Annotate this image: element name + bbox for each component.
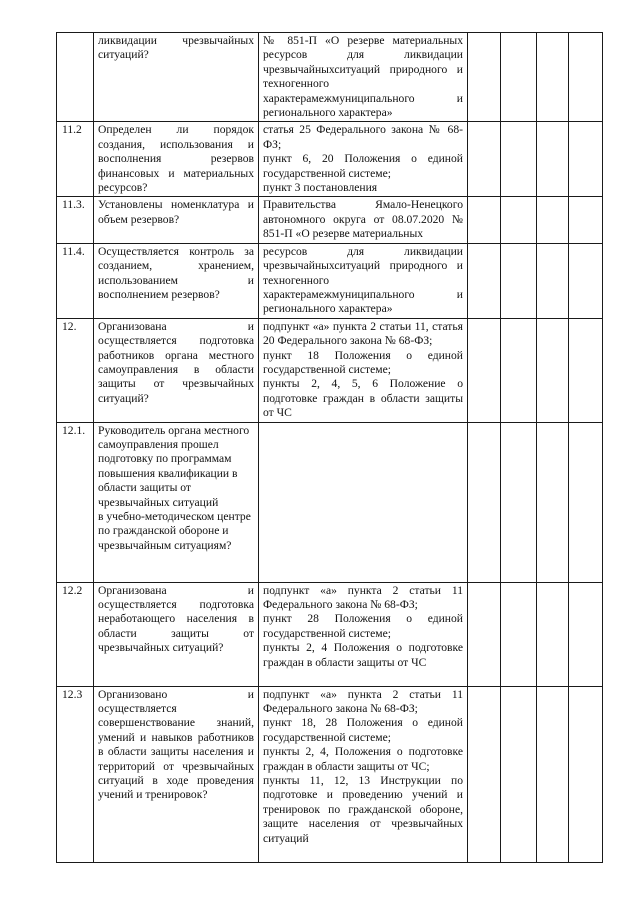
legal-basis-cell: Правительства Ямало-Ненецкого автономного округа от 08.07.2020 № 851-П «О резерве материальных [259,197,468,243]
legal-basis-cell: статья 25 Федерального закона № 68-ФЗ; пункт 6, 20 Положения о единой государственной системе; пункт 3 постановления [259,122,468,197]
answer-cell [468,422,501,582]
answer-cell [468,243,501,318]
answer-cell [468,122,501,197]
answer-cell [501,122,537,197]
question-cell: Определен ли порядок создания, использования и восполнения резервов финансовых и материальных ресурсов? [94,122,259,197]
answer-cell [537,686,569,862]
answer-cell [537,318,569,422]
answer-cell [537,33,569,122]
answer-cell [501,582,537,686]
answer-cell [537,582,569,686]
answer-cell [501,422,537,582]
answer-cell [537,122,569,197]
question-cell: Установлены номенклатура и объем резервов? [94,197,259,243]
row-number: 12.2 [57,582,94,686]
answer-cell [468,582,501,686]
answer-cell [468,33,501,122]
answer-cell [569,122,603,197]
row-number: 11.3. [57,197,94,243]
row-number: 12.3 [57,686,94,862]
answer-cell [468,197,501,243]
legal-basis-cell [259,422,468,582]
answer-cell [537,243,569,318]
answer-cell [569,318,603,422]
answer-cell [569,197,603,243]
inspection-checklist-table [56,32,603,863]
legal-basis-cell: подпункт «а» пункта 2 статьи 11, статья 20 Федерального закона № 68-ФЗ; пункт 18 Положения о единой государственной системе; пункты 2, 4, 5, 6 Положение о подготовке граждан в области защиты от ЧС [259,318,468,422]
table-row [57,243,603,318]
legal-basis-cell: № 851-П «О резерве материальных ресурсов для ликвидации чрезвычайныхситуаций природного и техногенного характерамежмуниципального и регионального характера» [259,33,468,122]
question-cell: Организовано и осуществляется совершенствование знаний, умений и навыков работников в области защиты населения и территорий от чрезвычайных ситуаций в ходе проведения учений и тренировок? [94,686,259,862]
answer-cell [501,686,537,862]
question-cell: Организована и осуществляется подготовка неработающего населения в области защиты от чрезвычайных ситуаций? [94,582,259,686]
table-row [57,318,603,422]
row-number: 11.4. [57,243,94,318]
row-number [57,33,94,122]
answer-cell [501,197,537,243]
answer-cell [537,197,569,243]
answer-cell [468,318,501,422]
table-row [57,197,603,243]
answer-cell [569,33,603,122]
row-number: 12.1. [57,422,94,582]
answer-cell [537,422,569,582]
answer-cell [569,243,603,318]
answer-cell [468,686,501,862]
question-cell: Организована и осуществляется подготовка работников органа местного самоуправления в области защиты от чрезвычайных ситуаций? [94,318,259,422]
table-row [57,422,603,582]
answer-cell [569,686,603,862]
answer-cell [501,243,537,318]
question-cell: ликвидации чрезвычайных ситуаций? [94,33,259,122]
row-number: 11.2 [57,122,94,197]
answer-cell [501,33,537,122]
table-row [57,686,603,862]
answer-cell [569,582,603,686]
table-row [57,33,603,122]
question-cell: Руководитель органа местного самоуправления прошел подготовку по программам повышения квалификации в области защиты от чрезвычайных ситуаций в учебно-методическом центре по гражданской обороне и чрезвычайным ситуациям? [94,422,259,582]
table-row [57,582,603,686]
row-number: 12. [57,318,94,422]
legal-basis-cell: ресурсов для ликвидации чрезвычайныхситуаций природного и техногенного характерамежмуниципального и регионального характера» [259,243,468,318]
answer-cell [569,422,603,582]
table-row [57,122,603,197]
answer-cell [501,318,537,422]
legal-basis-cell: подпункт «а» пункта 2 статьи 11 Федерального закона № 68-ФЗ; пункт 28 Положения о единой государственной системе; пункты 2, 4 Положения о подготовке граждан в области защиты от ЧС [259,582,468,686]
legal-basis-cell: подпункт «а» пункта 2 статьи 11 Федерального закона № 68-ФЗ; пункт 18, 28 Положения о единой государственной системе; пункты 2, 4, Положения о подготовке граждан в области защиты от ЧС; пункты 11, 12, 13 Инструкции по подготовке и проведению учений и тренировок по гражданской обороне, защите населения от чрезвычайных ситуаций [259,686,468,862]
question-cell: Осуществляется контроль за созданием, хранением, использованием и восполнением резервов? [94,243,259,318]
